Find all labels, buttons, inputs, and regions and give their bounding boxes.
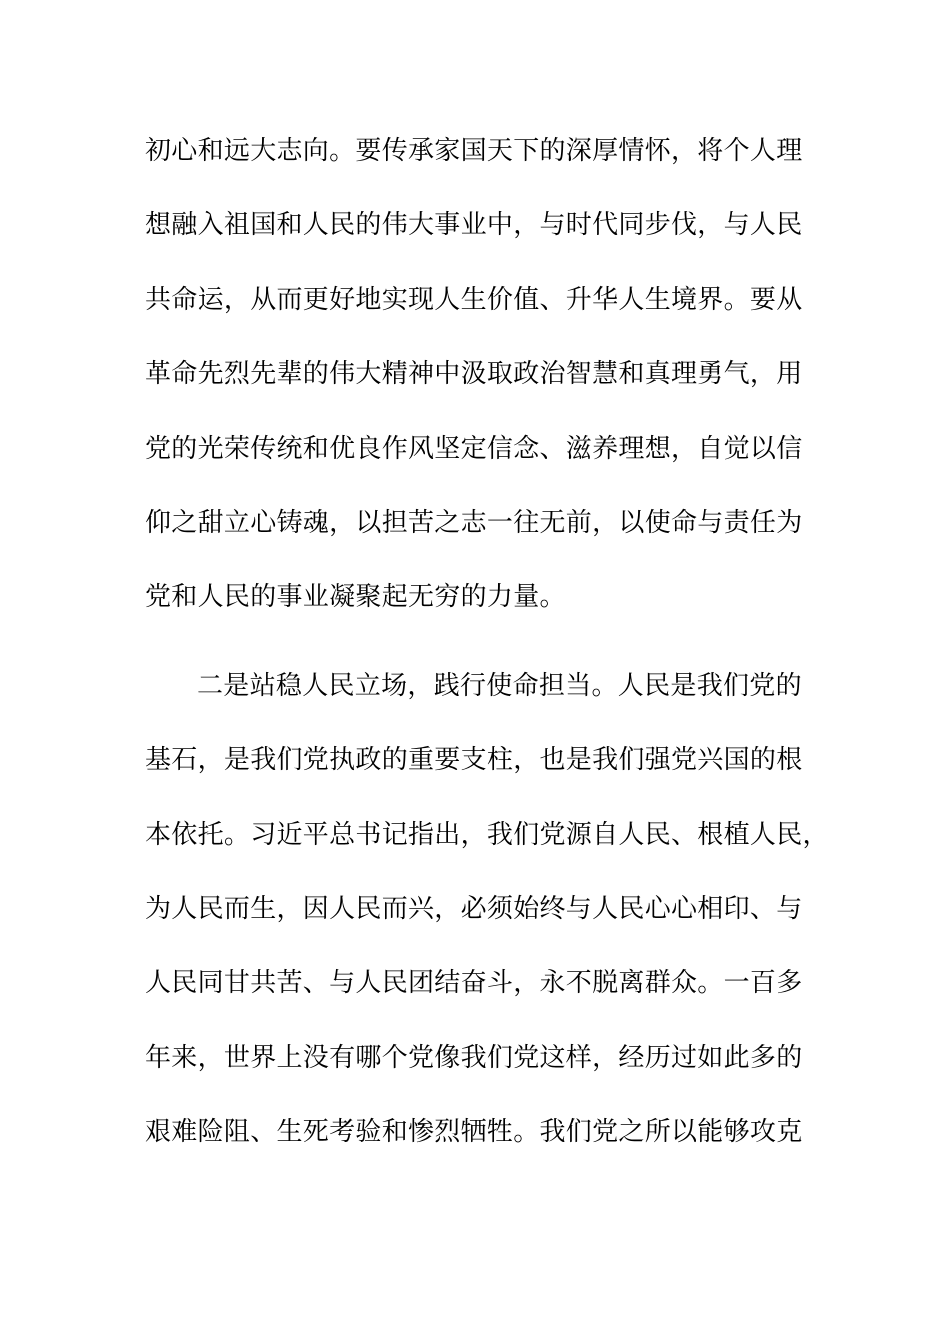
text-line: 本依托。习近平总书记指出，我们党源自人民、根植人民， [145,819,829,850]
paragraph-spacer [145,647,825,661]
paragraph-continuation [145,126,825,647]
text-line: 想融入祖国和人民的伟大事业中，与时代同步伐，与人民 [145,210,803,241]
text-line: 党和人民的事业凝聚起无穷的力量。 [145,582,566,613]
document-body [145,126,829,1181]
text-line-indented: 二是站稳人民立场，践行使命担当。人民是我们党的 [197,670,802,701]
text-line: 革命先烈先辈的伟大精神中汲取政治智慧和真理勇气，用 [145,359,803,390]
text-line: 基石，是我们党执政的重要支柱，也是我们强党兴国的根 [145,745,803,776]
paragraph-second-point [145,661,829,1182]
text-line: 人民同甘共苦、与人民团结奋斗，永不脱离群众。一百多 [145,968,803,999]
text-line: 党的光荣传统和优良作风坚定信念、滋养理想，自觉以信 [145,433,803,464]
text-line: 共命运，从而更好地实现人生价值、升华人生境界。要从 [145,284,803,315]
text-line: 为人民而生，因人民而兴，必须始终与人民心心相印、与 [145,893,803,924]
text-line: 艰难险阻、生死考验和惨烈牺牲。我们党之所以能够攻克 [145,1117,803,1148]
text-line: 年来，世界上没有哪个党像我们党这样，经历过如此多的 [145,1042,803,1073]
text-line: 初心和远大志向。要传承家国天下的深厚情怀，将个人理 [145,136,803,166]
text-line: 仰之甜立心铸魂，以担苦之志一往无前，以使命与责任为 [145,507,803,538]
